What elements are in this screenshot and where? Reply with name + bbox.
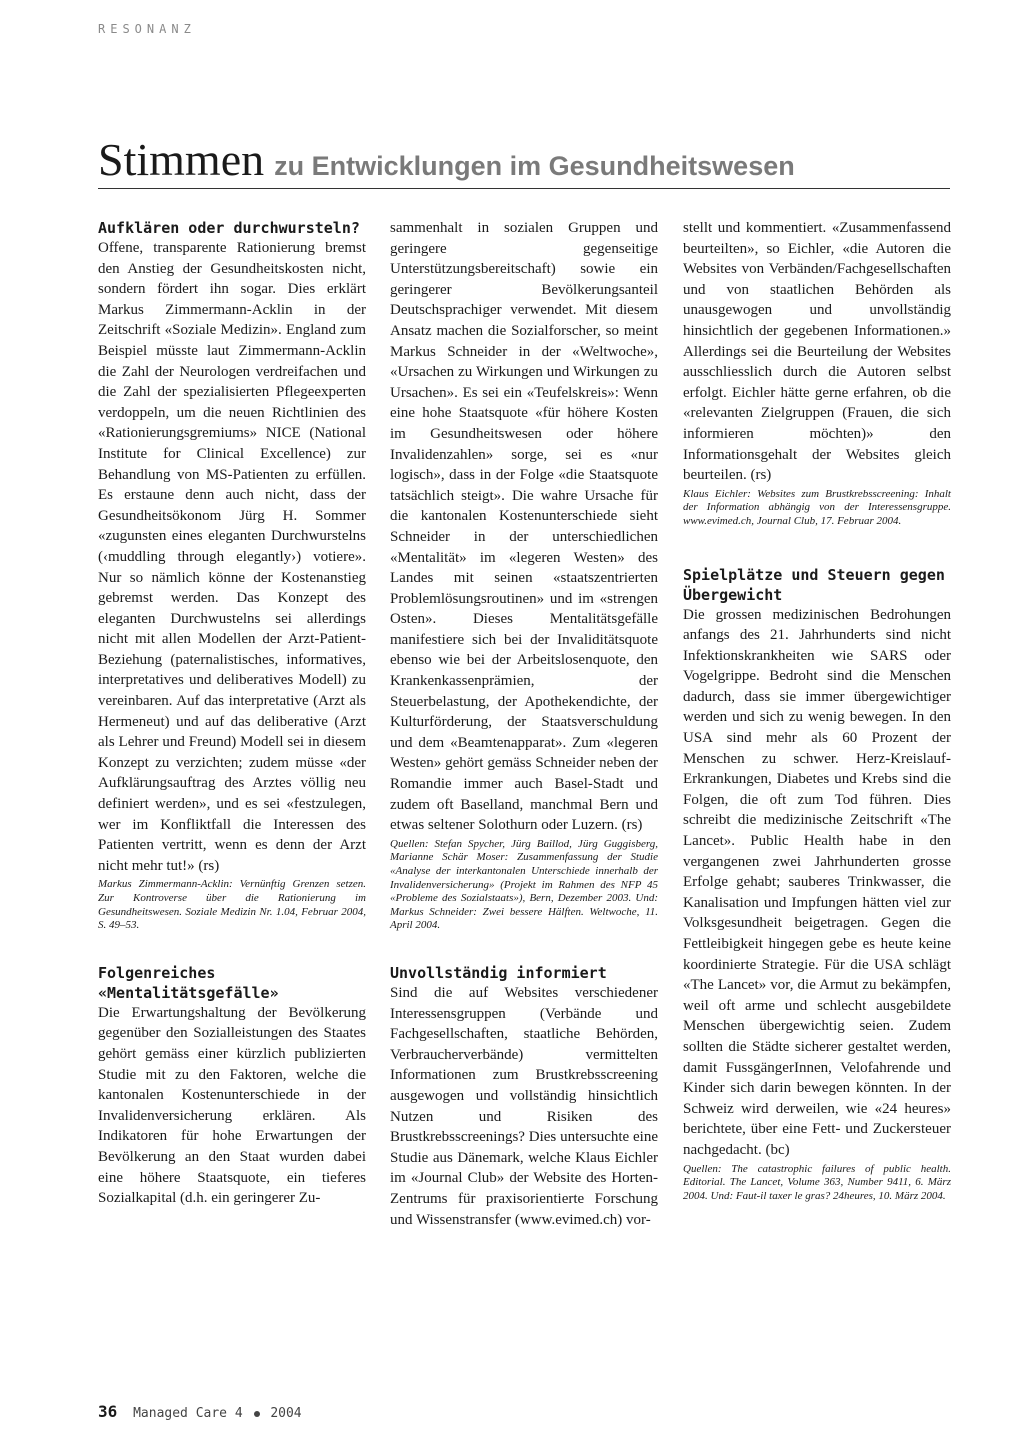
title-main: Stimmen (98, 134, 265, 185)
separator-dot (254, 1411, 260, 1417)
running-head: RESONANZ (98, 22, 196, 36)
page-footer (98, 1402, 302, 1421)
article-body: sammenhalt in sozialen Gruppen und geringere gegenseitige Unterstützungsbereitschaft) sowie ein geringerer Bevölkerungsanteil Deutschsprachiger verwendet. Mit diesem Ansatz machen die Sozialforscher, so meint Markus Schneider in der «Weltwoche», «Ursachen zu Wirkungen und Wirkungen zu Ursachen». Es sei ein «Teufelskreis»: Wenn eine hohe Staatsquote «für höhere Kosten im Gesundheitswesen oder höhere Invalidenzahlen» sorge, sei es «nur logisch», dass in der Folge «die Staatsquote tatsächlich steigt». Die wahre Ursache für die kantonalen Kostenunterschiede sieht Schneider in der unterschiedlichen «Mentalität» im «legeren Westen» des Landes mit seinen «staatszentrierten Problemlösungsroutinen» und im «strengen Osten». Dieses Mentalitätsgefälle manifestiere sich bei der Invaliditätsquote ebenso wie bei der Arbeitslosenquote, den Krankenkassenprämien, der Steuerbelastung, der Apothekendichte, der Kulturförderung, der Staatsverschuldung und dem «Beamtenapparat». Zum «legeren Westen» gehört gemäss Schneider neben der Romandie immer auch Basel-Stadt und zudem oft Baselland, manchmal Bern und etwas seltener Solothurn oder Luzern. (rs) (390, 220, 658, 834)
article-heading: Folgenreiches «Mentalitätsgefälle» (98, 963, 279, 1002)
column-1 (98, 218, 366, 1209)
article-heading: Unvollständig informiert (390, 963, 607, 982)
section-gap (683, 529, 951, 565)
article-heading: Aufklären oder durchwursteln? (98, 219, 360, 237)
issue-number: 4 (234, 1406, 243, 1421)
article-body: Die Erwartungshaltung der Bevölkerung gegenüber den Sozialleistungen des Staates gehört gemäss einer kürzlich publizierten Studie mit zu den Faktoren, welche die kantonalen Kostenunterschiede in der Invalidenversicherung erklären. Als Indikatoren für hohe Erwartungen der Bevölkerung an den Staat wurden dabei eine höhere Staatsquote, ein tieferes Sozialkapital (d.h. ein geringerer Zu- (98, 1004, 366, 1207)
source-citation: Quellen: Stefan Spycher, Jürg Baillod, Jürg Guggisberg, Marianne Schär Moser: Zusammenfassung der Studie «Analyse der interkantonalen Unterschiede innerhalb der Invalidenversicherung» (Projekt im Rahmen des NFP 45 «Probleme des Sozialstaats»), Bern, Dezember 2003. Und: Markus Schneider: Zwei bessere Hälften. Weltwoche, 11. April 2004. (390, 837, 658, 932)
source-citation: Klaus Eichler: Websites zum Brustkrebsscreening: Inhalt der Information abhängig von der Interessensgruppe. www.evimed.ch, Journal Club, 17. Februar 2004. (683, 487, 951, 527)
article-body: Sind die auf Websites verschiedener Interessensgruppen (Verbände und Fachgesellschaften, staatliche Behörden, Verbraucherverbände) vermittelten Informationen zum Brustkrebsscreening ausgewogen und vollständig hinsichtlich Nutzen und Risiken des Brustkrebsscreenings? Dies untersuchte eine Studie aus Dänemark, welche Klaus Eichler im «Journal Club» der Website des Horten-Zentrums für praxisorientierte Forschung und Wissenstransfer (www.evimed.ch) vor- (390, 984, 658, 1228)
article-body: Offene, transparente Rationierung bremst den Anstieg der Gesundheitskosten nicht, sondern fördert ihn sogar. Dies erklärt Markus Zimmermann-Acklin in der Zeitschrift «Soziale Medizin». England zum Beispiel müsste laut Zimmermann-Acklin die Zahl der Neurologen verdreifachen und die Zahl der spezialisierten Pflegeexperten verdoppeln, um die neuen Richtlinien des «Rationierungsgremiums» NICE (National Institute for Clinical Excellence) zur Behandlung von MS-Patienten zu erfüllen. Es erstaune denn auch nicht, dass der Gesundheitsökonom Jürg H. Sommer «zugunsten eines eleganten Durchwurstelns (‹muddling through elegantly›) votiere». Nur so nämlich könne der Kostenanstieg gebremst werden. Das Konzept des eleganten Durchwustelns sei allerdings nicht mit allen Modellen der Arzt-Patient-Beziehung (paternalistisches, informatives, interpretatives und deliberatives Modell) zu vereinbaren. Auf das interpretative (Arzt als Hermeneut) und auf das deliberative (Arzt als Lehrer und Freund) Modell sei in diesem Konzept zu verzichten; zudem müsse «der Aufklärungsauftrag des Arztes völlig neu definiert werden», und es sei «festzulegen, wer im Konfliktfall die Interessen des Patienten vertritt, wenn es denn der Arzt nicht mehr tut!» (rs) (98, 240, 366, 874)
article-heading: Spielplätze und Steuern gegen Übergewicht (683, 565, 945, 604)
issue-year: 2004 (270, 1406, 302, 1421)
column-3 (683, 218, 951, 1203)
source-citation: Quellen: The catastrophic failures of public health. Editorial. The Lancet, Volume 363, Number 9411, 6. März 2004. Und: Faut-il taxer le gras? 24heures, 10. März 2004. (683, 1162, 951, 1202)
page-number: 36 (98, 1402, 118, 1421)
source-citation: Markus Zimmermann-Acklin: Vernünftig Grenzen setzen. Zur Kontroverse über die Rationierung im Gesundheitswesen. Soziale Medizin Nr. 1.04, Februar 2004, S. 49–53. (98, 878, 366, 932)
section-gap (98, 933, 366, 963)
section-gap (390, 933, 658, 963)
title-subtitle: zu Entwicklungen im Gesundheitswesen (274, 151, 795, 181)
column-2 (390, 218, 658, 1230)
page-title (98, 133, 950, 189)
journal-name: Managed Care (133, 1406, 228, 1421)
article-body: Die grossen medizinischen Bedrohungen anfangs des 21. Jahrhunderts sind nicht Infektionskrankheiten wie SARS oder Vogelgrippe. Bedroht sind die Menschen dadurch, dass sie immer übergewichtiger werden und sich zu wenig bewegen. In den USA sind mehr als 60 Prozent der Menschen zu schwer. Herz-Kreislauf-Erkrankungen, Diabetes und Krebs sind die Folgen, die oft zum Tod führen. Dies schreibt die medizinische Zeitschrift «The Lancet». Public Health habe in den vergangenen zwei Jahrhunderten grosse Erfolge gehabt; sauberes Trinkwasser, die Kanalisation und Impfungen hätten viel zur Volksgesundheit beigetragen. Gegen die Fettleibigkeit hingegen gebe es heute keine koordinierte Strategie. Für die USA schlägt «The Lancet» vor, die Armut zu bekämpfen, weil oft arme und schlecht ausgebildete Menschen übergewichtig seien. Zudem sollten die Städte sicherer gestaltet werden, damit FussgängerInnen, Velofahrende und Kinder sich darin bewegen könnten. In der Schweiz wird derweilen, wie «24 heures» berichtete, über eine Fett- und Zuckersteuer nachgedacht. (bc) (683, 606, 951, 1158)
article-body: stellt und kommentiert. «Zusammenfassend beurteilten», so Eichler, «die Autoren die Websites von Verbänden/Fachgesellschaften und von staatlichen Behörden als unausgewogen und unvollständig hinsichtlich der gegebenen Informationen.» Allerdings sei die Beurteilung der Websites ausschliesslich durch die Autoren selbst erfolgt. Eichler hätte gerne erfahren, ob die «relevanten Zielgruppen (Frauen, die sich informieren möchten)» den Informationsgehalt der Websites gleich beurteilen. (rs) (683, 220, 951, 484)
